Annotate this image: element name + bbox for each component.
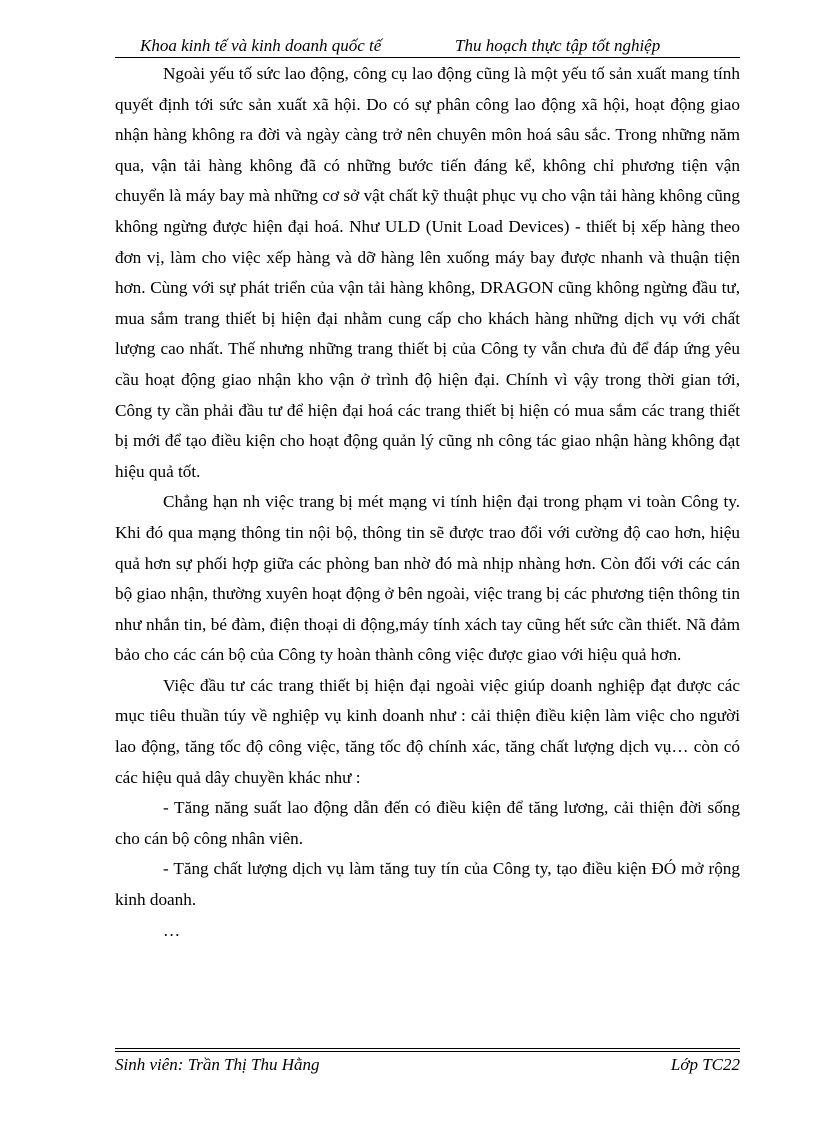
- document-body: [115, 59, 740, 946]
- header-report-title: Thu hoạch thực tập tốt nghiệp: [455, 36, 661, 55]
- header-divider: [115, 57, 740, 58]
- header-faculty: Khoa kinh tế và kinh doanh quốc tế: [140, 36, 382, 55]
- footer-class: Lớp TC22: [670, 1055, 740, 1074]
- footer-student: Sinh viên: Trần Thị Thu Hằng: [115, 1055, 320, 1074]
- bullet-paragraph: - Tăng chất lượng dịch vụ làm tăng tuy tín của Công ty, tạo điều kiện ĐÓ mở rộng kinh doanh.: [115, 859, 740, 910]
- page-header: [115, 34, 740, 58]
- footer-divider: [115, 1051, 740, 1052]
- bullet-paragraph: - Tăng năng suất lao động dẫn đến có điều kiện để tăng lương, cải thiện đời sống cho cán bộ công nhân viên.: [115, 798, 740, 848]
- ellipsis-paragraph: …: [163, 920, 181, 940]
- paragraph: Việc đầu tư các trang thiết bị hiện đại ngoài việc giúp doanh nghiệp đạt được các mục tiêu thuần túy về nghiệp vụ kinh doanh như : cải thiện điều kiện làm việc cho người lao động, tăng tốc độ công việc, tăng tốc độ chính xác, tăng chất lượng dịch vụ… còn có các hiệu quả dây chuyền khác như :: [115, 675, 740, 787]
- paragraph: Chẳng hạn nh việc trang bị mét mạng vi tính hiện đại trong phạm vi toàn Công ty. Khi đó qua mạng thông tin nội bộ, thông tin sẽ được trao đổi với cường độ cao hơn, hiệu quả hơn sự phối hợp giữa các phòng ban nhờ đó mà nhịp nhàng hơn. Còn đối với các cán bộ giao nhận, thường xuyên hoạt động ở bên ngoài, việc trang bị các phương tiện thông tin như nhắn tin, bé đàm, điện thoại di động,máy tính xách tay cũng hết sức cần thiết. Nã đảm bảo cho các cán bộ của Công ty hoàn thành công việc được giao với hiệu quả hơn.: [115, 492, 740, 665]
- footer-divider: [115, 1048, 740, 1049]
- paragraph: Ngoài yếu tố sức lao động, công cụ lao động cũng là một yếu tố sản xuất mang tính quyết định tới sức sản xuất xã hội. Do có sự phân công lao động xã hội, hoạt động giao nhận hàng không ra đời và ngày càng trở nên chuyên môn hoá sâu sắc. Trong những năm qua, vận tải hàng không đã có những bước tiến đáng kể, không chỉ phương tiện vận chuyển là máy bay mà những cơ sở vật chất kỹ thuật phục vụ cho vận tải hàng không cũng không ngừng được hiện đại hoá. Như ULD (Unit Load Devices) - thiết bị xếp hàng theo đơn vị, làm cho việc xếp hàng và dỡ hàng lên xuống máy bay được nhanh và thuận tiện hơn. Cùng với sự phát triển của vận tải hàng không, DRAGON cũng không ngừng đầu tư, mua sắm trang thiết bị hiện đại nhằm cung cấp cho khách hàng những dịch vụ với chất lượng cao nhất. Thế nhưng những trang thiết bị của Công ty vẫn chưa đủ để đáp ứng yêu cầu hoạt động giao nhận kho vận ở trình độ hiện đại. Chính vì vậy trong thời gian tới, Công ty cần phải đầu tư để hiện đại hoá các trang thiết bị hiện có mua sắm các trang thiết bị mới để tạo điều kiện cho hoạt động quản lý cũng nh công tác giao nhận hàng không đạt hiệu quả tốt.: [115, 64, 740, 481]
